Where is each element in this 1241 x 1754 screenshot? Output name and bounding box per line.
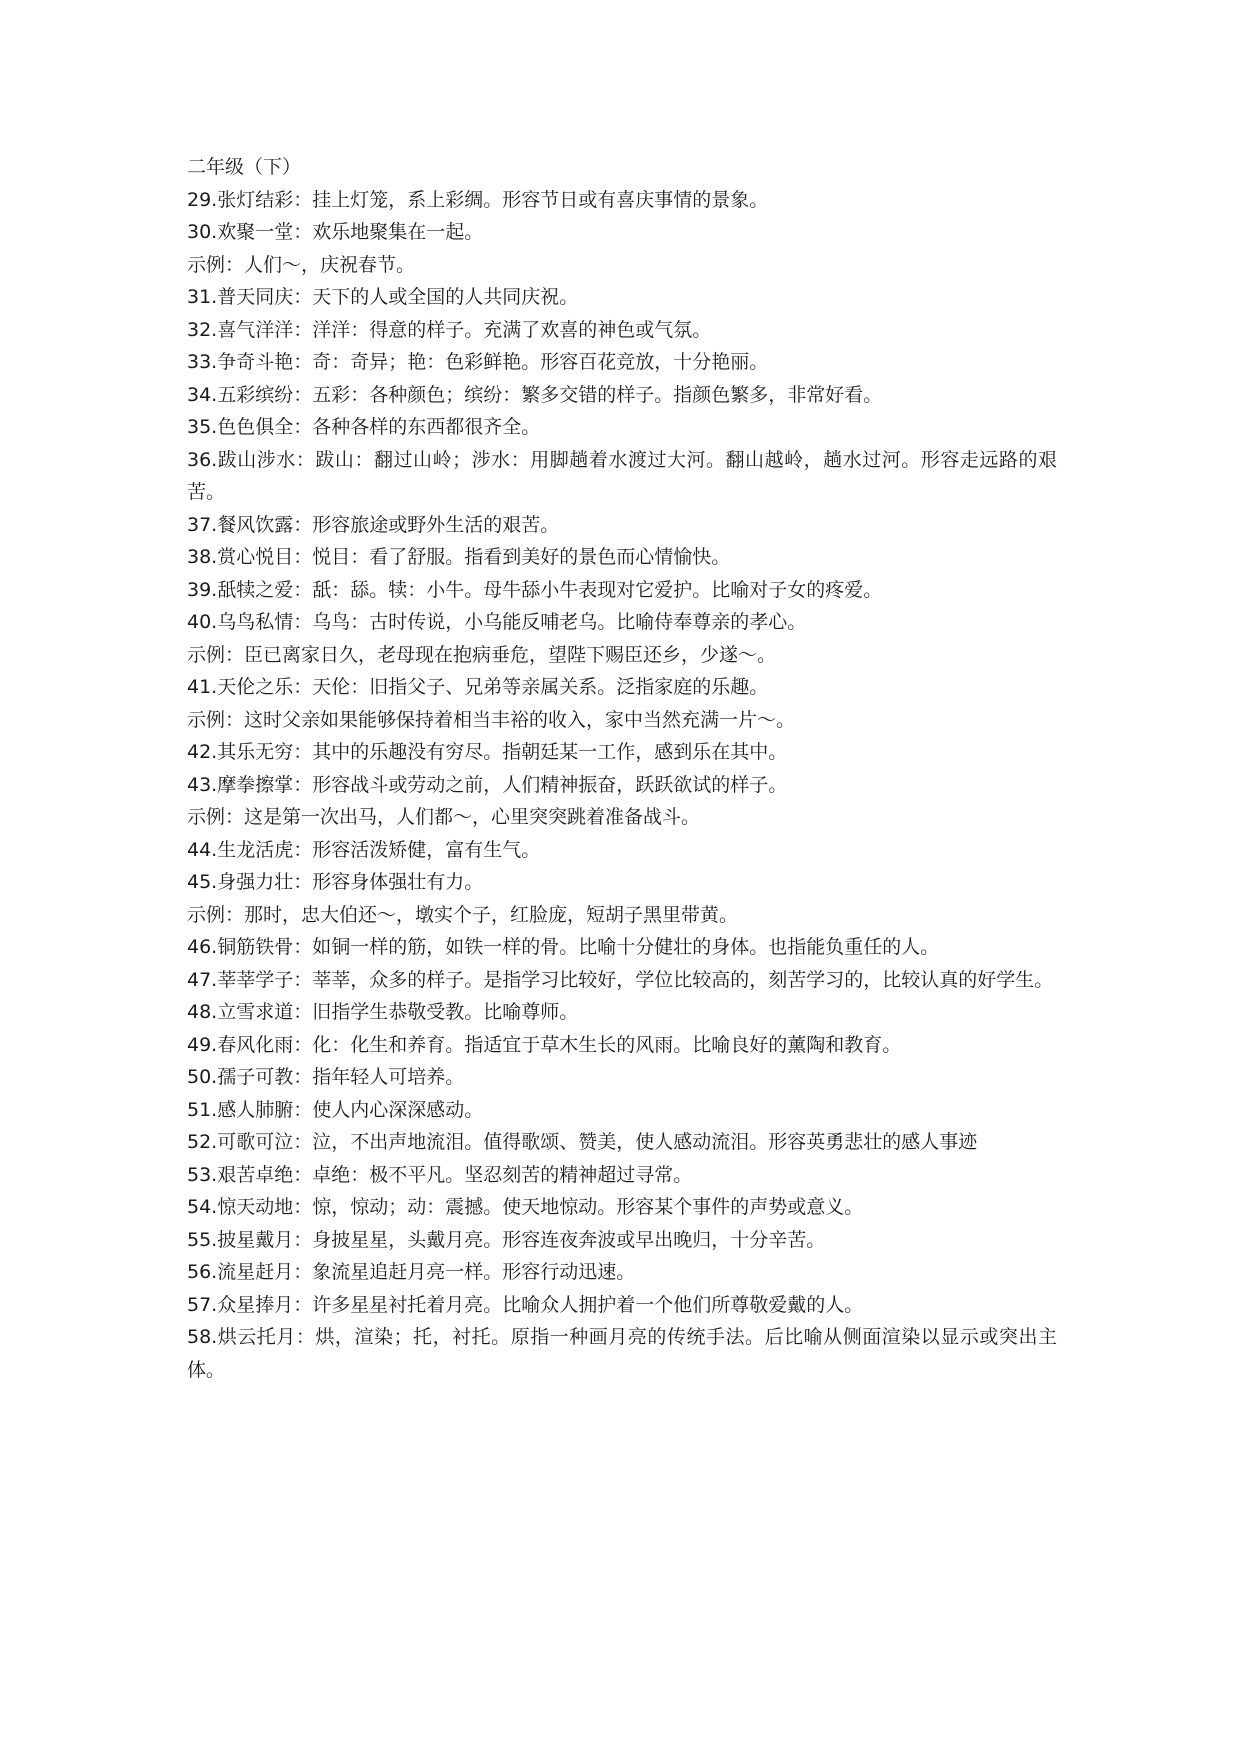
idiom-line: 45.身强力壮：形容身体强壮有力。: [187, 871, 484, 893]
document-heading: 二年级（下）: [187, 156, 302, 178]
idiom-line: 43.摩拳擦掌：形容战斗或劳动之前，人们精神振奋，跃跃欲试的样子。: [187, 773, 788, 796]
idiom-line: 54.惊天动地：惊，惊动；动：震撼。使天地惊动。形容某个事件的声势或意义。: [187, 1196, 864, 1218]
idiom-line: 57.众星捧月：许多星星衬托着月亮。比喻众人拥护着一个他们所尊敬爱戴的人。: [187, 1293, 864, 1316]
idiom-line: 49.春风化雨：化：化生和养育。指适宜于草木生长的风雨。比喻良好的薰陶和教育。: [187, 1033, 902, 1056]
idiom-line: 38.赏心悦目：悦目：看了舒服。指看到美好的景色而心情愉快。: [187, 546, 731, 568]
idiom-line: 39.舐犊之爱：舐：舔。犊：小牛。母牛舔小牛表现对它爱护。比喻对子女的疼爱。: [187, 578, 883, 601]
idiom-line: 35.色色俱全：各种各样的东西都很齐全。: [187, 416, 541, 438]
idiom-line: 30.欢聚一堂：欢乐地聚集在一起。: [187, 221, 484, 243]
idiom-line: 37.餐风饮露：形容旅途或野外生活的艰苦。: [187, 513, 560, 536]
idiom-line: 51.感人肺腑：使人内心深深感动。: [187, 1098, 484, 1121]
example-line: 示例：这时父亲如果能够保持着相当丰裕的收入，家中当然充满一片～。: [187, 708, 796, 731]
idiom-line: 58.烘云托月：烘，渲染；托，衬托。原指一种画月亮的传统手法。后比喻从侧面渲染以显示或突出主体。: [187, 1326, 1057, 1381]
idiom-line: 40.乌鸟私情：乌鸟：古时传说，小乌能反哺老乌。比喻侍奉尊亲的孝心。: [187, 611, 807, 633]
idiom-line: 36.跋山涉水：跋山：翻过山岭；涉水：用脚趟着水渡过大河。翻山越岭，趟水过河。形容走远路的艰苦。: [187, 448, 1057, 503]
idiom-line: 44.生龙活虎：形容活泼矫健，富有生气。: [187, 838, 541, 861]
idiom-line: 42.其乐无穷：其中的乐趣没有穷尽。指朝廷某一工作，感到乐在其中。: [187, 741, 788, 763]
example-line: 示例：那时，忠大伯还～，墩实个子，红脸庞，短胡子黑里带黄。: [187, 903, 739, 926]
idiom-line: 33.争奇斗艳：奇：奇异；艳：色彩鲜艳。形容百花竞放，十分艳丽。: [187, 351, 769, 373]
example-line: 示例：臣已离家日久，老母现在抱病垂危，望陛下赐臣还乡，少遂～。: [187, 643, 777, 666]
idiom-line: 31.普天同庆：天下的人或全国的人共同庆祝。: [187, 286, 579, 308]
idiom-line: 46.铜筋铁骨：如铜一样的筋，如铁一样的骨。比喻十分健壮的身体。也指能负重任的人。: [187, 936, 940, 958]
idiom-line: 50.孺子可教：指年轻人可培养。: [187, 1066, 465, 1088]
idiom-line: 41.天伦之乐：天伦：旧指父子、兄弟等亲属关系。泛指家庭的乐趣。: [187, 676, 769, 698]
idiom-line: 53.艰苦卓绝：卓绝：极不平凡。坚忍刻苦的精神超过寻常。: [187, 1163, 693, 1186]
example-line: 示例：人们～，庆祝春节。: [187, 253, 416, 276]
idiom-line: 34.五彩缤纷：五彩：各种颜色；缤纷：繁多交错的样子。指颜色繁多，非常好看。: [187, 383, 883, 406]
idiom-line: 32.喜气洋洋：洋洋：得意的样子。充满了欢喜的神色或气氛。: [187, 318, 712, 341]
example-line: 示例：这是第一次出马，人们都～，心里突突跳着准备战斗。: [187, 806, 701, 828]
idiom-line: 47.莘莘学子：莘莘，众多的样子。是指学习比较好，学位比较高的，刻苦学习的，比较认真的好学生。: [187, 968, 1054, 991]
idiom-line: 52.可歌可泣：泣，不出声地流泪。值得歌颂、赞美，使人感动流泪。形容英勇悲壮的感人事迹: [187, 1131, 978, 1153]
idiom-line: 55.披星戴月：身披星星，头戴月亮。形容连夜奔波或早出晚归，十分辛苦。: [187, 1228, 826, 1251]
idiom-line: 56.流星赶月：象流星追赶月亮一样。形容行动迅速。: [187, 1261, 636, 1283]
idiom-line: 29.张灯结彩：挂上灯笼，系上彩绸。形容节日或有喜庆事情的景象。: [187, 188, 769, 211]
document-page: [187, 151, 1057, 1386]
idiom-line: 48.立雪求道：旧指学生恭敬受教。比喻尊师。: [187, 1001, 579, 1023]
